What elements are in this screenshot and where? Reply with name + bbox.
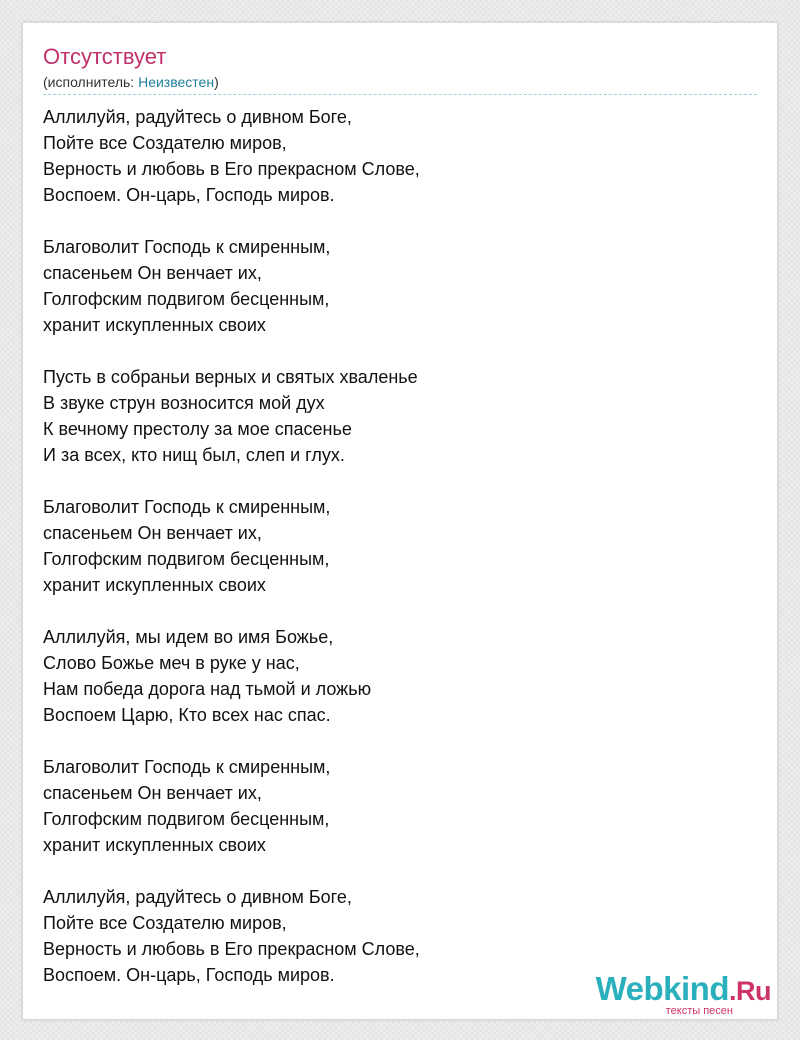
lyric-line: В звуке струн возносится мой дух <box>43 393 325 413</box>
lyric-line: Благоволит Господь к смиренным, <box>43 757 331 777</box>
lyric-line: Аллилуйя, мы идем во имя Божье, <box>43 627 334 647</box>
lyrics-stanza <box>43 624 743 728</box>
lyrics-stanza <box>43 494 743 598</box>
logo-name: Webkind <box>595 970 729 1007</box>
lyric-line: спасеньем Он венчает их, <box>43 523 262 543</box>
lyric-line: Пусть в собраньи верных и святых хваленье <box>43 367 418 387</box>
lyric-line: хранит искупленных своих <box>43 575 266 595</box>
artist-link[interactable]: Неизвестен <box>138 74 215 90</box>
logo-wordmark <box>596 971 771 1009</box>
lyric-line: Голгофским подвигом бесценным, <box>43 289 330 309</box>
lyrics-stanza <box>43 754 743 858</box>
title-divider <box>43 94 757 95</box>
song-title: Отсутствует <box>43 44 167 69</box>
lyrics-card <box>22 22 778 1020</box>
lyric-line: Пойте все Создателю миров, <box>43 913 287 933</box>
lyric-line: Слово Божье меч в руке у нас, <box>43 653 300 673</box>
lyric-line: Верность и любовь в Его прекрасном Слове, <box>43 159 420 179</box>
lyric-line: Благоволит Господь к смиренным, <box>43 237 331 257</box>
lyrics-stanza <box>43 234 743 338</box>
lyric-line: Благоволит Господь к смиренным, <box>43 497 331 517</box>
lyric-line: спасеньем Он венчает их, <box>43 783 262 803</box>
artist-suffix: ) <box>214 74 219 90</box>
lyric-line: К вечному престолу за мое спасенье <box>43 419 352 439</box>
artist-prefix: (исполнитель: <box>43 74 139 90</box>
lyric-line: Аллилуйя, радуйтесь о дивном Боге, <box>43 887 352 907</box>
lyric-line: Голгофским подвигом бесценным, <box>43 549 330 569</box>
lyric-line: Воспоем. Он-царь, Господь миров. <box>43 965 335 985</box>
lyric-line: Пойте все Создателю миров, <box>43 133 287 153</box>
lyric-line: Воспоем. Он-царь, Господь миров. <box>43 185 335 205</box>
logo-tld: .Ru <box>729 976 771 1006</box>
lyric-line: хранит искупленных своих <box>43 835 266 855</box>
lyric-line: хранит искупленных своих <box>43 315 266 335</box>
lyric-line: Нам победа дорога над тьмой и ложью <box>43 679 372 699</box>
lyric-line: Аллилуйя, радуйтесь о дивном Боге, <box>43 107 352 127</box>
logo-tagline: тексты песен <box>665 1005 733 1017</box>
lyric-line: спасеньем Он венчает их, <box>43 263 262 283</box>
lyric-line: Воспоем Царю, Кто всех нас спас. <box>43 705 331 725</box>
lyrics-body <box>43 104 743 1014</box>
lyrics-stanza <box>43 364 743 468</box>
lyric-line: И за всех, кто нищ был, слеп и глух. <box>43 445 345 465</box>
lyrics-stanza <box>43 104 743 208</box>
artist-line <box>43 73 219 91</box>
site-logo[interactable] <box>573 971 773 1017</box>
lyric-line: Голгофским подвигом бесценным, <box>43 809 330 829</box>
lyric-line: Верность и любовь в Его прекрасном Слове, <box>43 939 420 959</box>
